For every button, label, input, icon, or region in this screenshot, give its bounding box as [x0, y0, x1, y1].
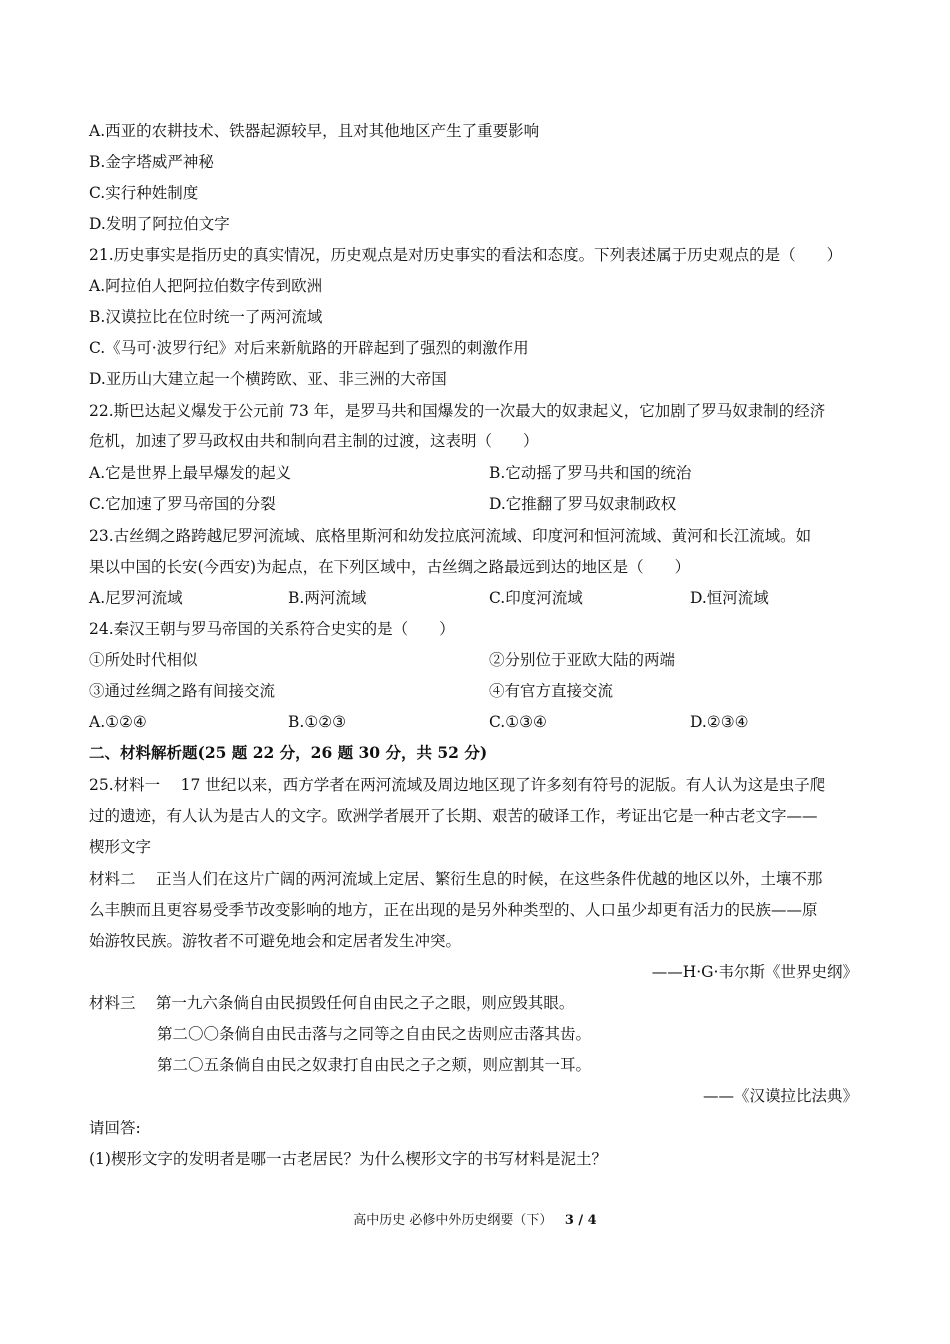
q21-option-d: D.亚历山大建立起一个横跨欧、亚、非三洲的大帝国	[89, 370, 447, 388]
q25-material2-source: ——H·G·韦尔斯《世界史纲》	[651, 963, 858, 981]
q23-stem-line1: 23.古丝绸之路跨越尼罗河流域、底格里斯河和幼发拉底河流域、印度河和恒河流域、黄河和长江流域。如	[89, 527, 812, 545]
q22-option-b: B.它动摇了罗马共和国的统治	[489, 464, 692, 482]
q24-statement-1: ①所处时代相似	[89, 651, 198, 669]
q24-statement-3: ③通过丝绸之路有间接交流	[89, 682, 276, 700]
q25-material3-line2: 第二〇〇条倘自由民击落与之同等之自由民之齿则应击落其齿。	[157, 1025, 592, 1043]
q25-material2-line1: 材料二 正当人们在这片广阔的两河流域上定居、繁衍生息的时候，在这些条件优越的地区以外，土壤不那	[89, 870, 823, 888]
q23-option-c: C.印度河流域	[489, 589, 583, 607]
q23-option-b: B.两河流域	[288, 589, 367, 607]
q20-option-d: D.发明了阿拉伯文字	[89, 215, 230, 233]
q22-option-c: C.它加速了罗马帝国的分裂	[89, 495, 276, 513]
q21-option-c: C.《马可·波罗行纪》对后来新航路的开辟起到了强烈的刺激作用	[89, 339, 529, 357]
page-footer	[0, 1212, 950, 1230]
q25-material2-line2: 么丰腴而且更容易受季节改变影响的地方，正在出现的是另外种类型的、人口虽少却更有活力的民族——原	[89, 901, 818, 919]
footer-course-title: 高中历史 必修中外历史纲要（下）	[353, 1213, 553, 1228]
section-2-heading: 二、材料解析题(25 题 22 分，26 题 30 分，共 52 分)	[89, 743, 488, 762]
q25-material1-line3: 楔形文字	[89, 838, 152, 856]
q21-stem: 21.历史事实是指历史的真实情况，历史观点是对历史事实的看法和态度。下列表述属于历史观点的是（ ）	[89, 246, 843, 264]
q22-stem-line2: 危机，加速了罗马政权由共和制向君主制的过渡，这表明（ ）	[89, 432, 539, 450]
q24-option-b: B.①②③	[288, 713, 347, 731]
q24-stem: 24.秦汉王朝与罗马帝国的关系符合史实的是（ ）	[89, 620, 455, 638]
q23-stem-line2: 果以中国的长安(今西安)为起点，在下列区域中，古丝绸之路最远到达的地区是（ ）	[89, 558, 691, 576]
q25-material3-line1: 材料三 第一九六条倘自由民损毁任何自由民之子之眼，则应毁其眼。	[89, 994, 575, 1012]
q21-option-a: A.阿拉伯人把阿拉伯数字传到欧洲	[89, 277, 323, 295]
q25-subquestion-1: (1)楔形文字的发明者是哪一古老居民？为什么楔形文字的书写材料是泥土？	[89, 1150, 607, 1168]
footer-page-number: 3 / 4	[564, 1213, 597, 1228]
q25-material1-line1: 25.材料一 17 世纪以来，西方学者在两河流域及周边地区现了许多刻有符号的泥版。有人认为这是虫子爬	[89, 776, 826, 794]
q24-statement-2: ②分别位于亚欧大陆的两端	[489, 651, 676, 669]
q25-prompt: 请回答:	[89, 1119, 141, 1137]
q20-option-a: A.西亚的农耕技术、铁器起源较早，且对其他地区产生了重要影响	[89, 122, 540, 140]
q22-option-d: D.它推翻了罗马奴隶制政权	[489, 495, 677, 513]
q25-material3-line3: 第二〇五条倘自由民之奴隶打自由民之子之颊，则应割其一耳。	[157, 1056, 592, 1074]
q23-option-a: A.尼罗河流域	[89, 589, 183, 607]
q23-option-d: D.恒河流域	[690, 589, 769, 607]
q20-option-c: C.实行种姓制度	[89, 184, 199, 202]
q22-option-a: A.它是世界上最早爆发的起义	[89, 464, 292, 482]
q25-material2-line3: 始游牧民族。游牧者不可避免地会和定居者发生冲突。	[89, 932, 462, 950]
q22-stem-line1: 22.斯巴达起义爆发于公元前 73 年，是罗马共和国爆发的一次最大的奴隶起义，它加剧了罗马奴隶制的经济	[89, 402, 826, 420]
q20-option-b: B.金字塔威严神秘	[89, 153, 214, 171]
q25-material1-line2: 过的遗迹，有人认为是古人的文字。欧洲学者展开了长期、艰苦的破译工作，考证出它是一种古老文字——	[89, 807, 818, 825]
q21-option-b: B.汉谟拉比在位时统一了两河流域	[89, 308, 323, 326]
q24-option-c: C.①③④	[489, 713, 547, 731]
q24-option-d: D.②③④	[690, 713, 749, 731]
q25-material3-source: ——《汉谟拉比法典》	[702, 1087, 858, 1105]
q24-option-a: A.①②④	[89, 713, 147, 731]
q24-statement-4: ④有官方直接交流	[489, 682, 614, 700]
